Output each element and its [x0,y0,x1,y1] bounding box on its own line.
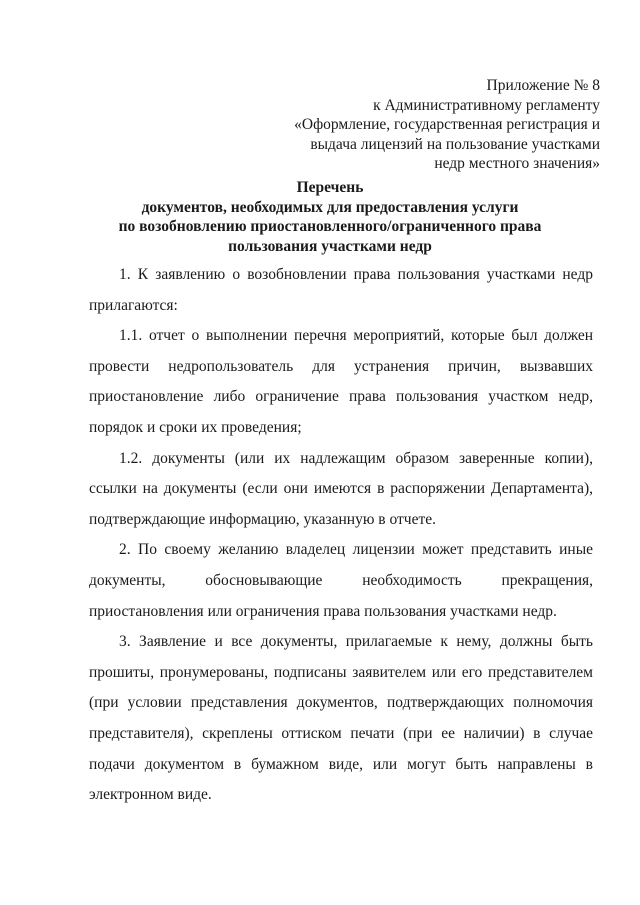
regulation-title-line-2: выдача лицензий на пользование участками [310,135,600,153]
appendix-block [240,76,600,174]
heading-line-3: пользования участками недр [228,237,432,255]
regulation-title-line-3: недр местного значения» [434,155,600,172]
heading-title: Перечень [296,179,364,196]
document-body [89,260,593,811]
paragraph-1-1: 1.1. отчет о выполнении перечня мероприятий, которые был должен провести недропользователь для устранения причин, вызвавших приостановление либо ограничение права пользования участком недр, порядок и сроки их проведения; [89,327,593,436]
appendix-reference: к Административному регламенту [373,96,600,114]
regulation-title-line-1: «Оформление, государственная регистрация и [294,116,600,133]
paragraph-1: 1. К заявлению о возобновлении права пользования участками недр прилагаются: [89,266,593,314]
paragraph-1-2: 1.2. документы (или их надлежащим образом заверенные копии), ссылки на документы (если они имеются в распоряжении Департамента), подтверждающие информацию, указанную в отчете. [89,449,593,528]
heading-line-2: по возобновлению приостановленного/ограниченного права [118,218,542,235]
heading-line-1: документов, необходимых для предоставления услуги [141,198,519,216]
appendix-number: Приложение № 8 [486,77,600,94]
paragraph-3: 3. Заявление и все документы, прилагаемые к нему, должны быть прошиты, пронумерованы, подписаны заявителем или его представителем (при условии представления документов, подтверждающих полномочия представителя), скреплены оттиском печати (при ее наличии) в случае подачи документом в бумажном виде, или могут быть направлены в электронном виде. [89,633,593,804]
paragraph-2: 2. По своему желанию владелец лицензии может представить иные документы, обосновывающие необходимость прекращения, приостановления или ограничения права пользования участками недр. [89,541,593,620]
document-heading [60,178,600,256]
